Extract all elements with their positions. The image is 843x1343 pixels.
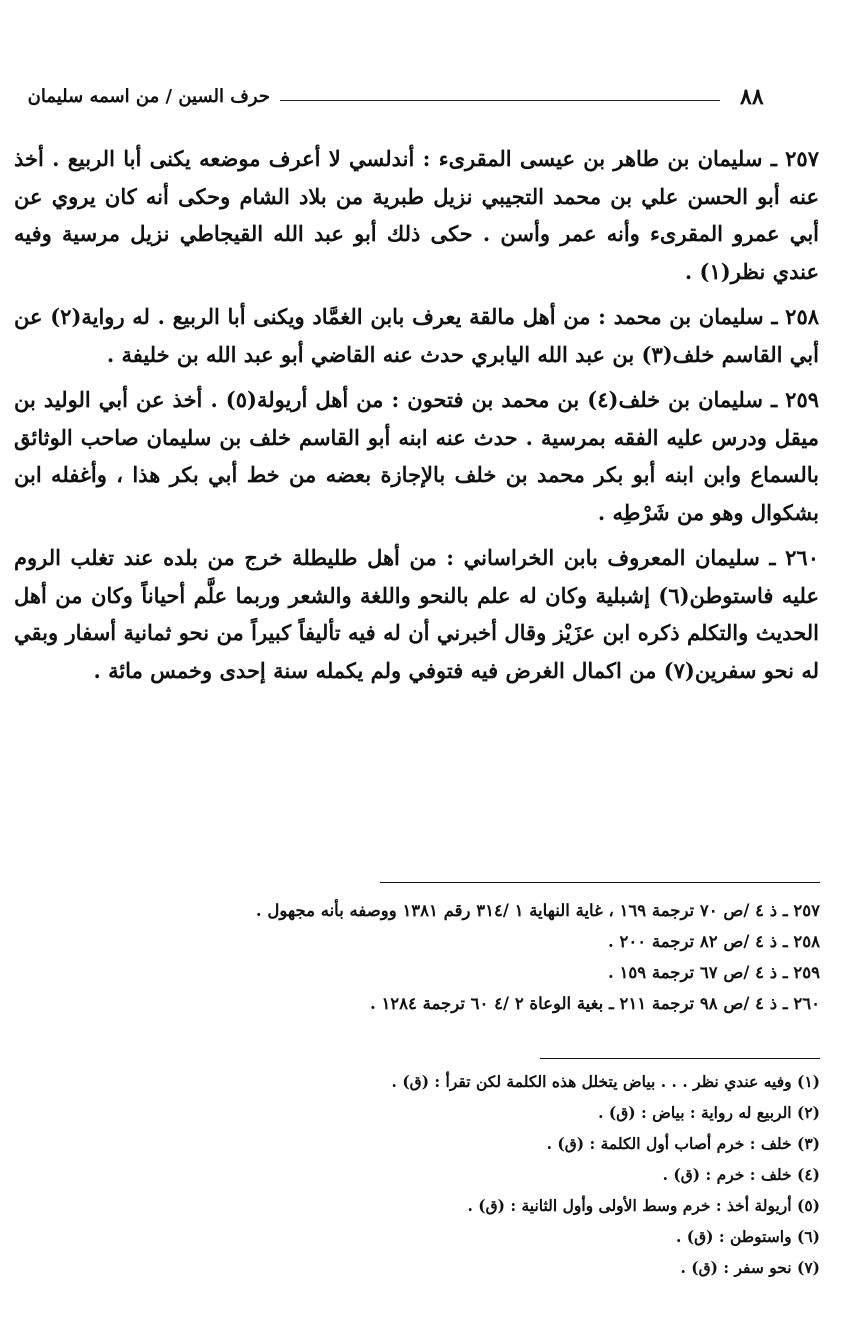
- entry-258: ٢٥٨ ـ سليمان بن محمد : من أهل مالقة يعرف بابن الغمَّاد ويكنى أبا الربيع . له رواية(٢) عن أبي القاسم خلف(٣) بن عبد الله اليابري حدث عنه القاضي أبو عبد الله بن خليفة .: [14, 304, 820, 367]
- main-text: [14, 140, 819, 697]
- references-block: [20, 895, 820, 1019]
- entry-260: ٢٦٠ ـ سليمان المعروف بابن الخراساني : من أهل طليطلة خرج من بلده عند تغلب الروم عليه فاستوطن(٦) إشبلية وكان له علم بالنحو واللغة والشعر وربما علَّم أحياناً وكان من أهل الحديث والتكلم ذكره ابن عزَيْز وقال أخبرني أن له فيه تأليفاً كبيراً من نحو ثمانية أسفار وبقي له نحو سفرين(٧) من اكمال الغرض فيه فتوفي ولم يكمله سنة إحدى وخمس مائة .: [14, 545, 819, 683]
- reference-line: ٢٦٠ ـ ذ ٤ /ص ٩٨ ترجمة ٢١١ ـ بغية الوعاة ٢ /٤ ٦٠ ترجمة ١٢٨٤ .: [369, 994, 820, 1013]
- footnotes-block: [20, 1066, 820, 1283]
- running-title: حرف السين / من اسمه سليمان: [27, 86, 270, 107]
- reference-line: ٢٥٧ ـ ذ ٤ /ص ٧٠ ترجمة ١٦٩ ، غاية النهاية ١ /٣١٤ رقم ١٣٨١ ووصفه بأنه مجهول .: [255, 901, 820, 920]
- footnote: (١) وفيه عندي نظر . . . بياض يتخلل هذه الكلمة لكن تقرأ : (ق) .: [391, 1072, 820, 1091]
- footnote: (٤) خلف : خرم : (ق) .: [662, 1165, 820, 1184]
- entry-257: ٢٥٧ ـ سليمان بن طاهر بن عيسى المقرىء : أندلسي لا أعرف موضعه يكنى أبا الربيع . أخذ عنه أبو الحسن علي بن محمد التجيبي نزيل طبرية من بلاد الشام وحكى أنه كان يروي عن أبي عمرو المقرىء وأنه عمر وأسن . حكى ذلك أبو عبد الله القيجاطي نزيل مرسية وفيه عندي نظر(١) .: [14, 146, 819, 284]
- footnote: (٥) أريولة أخذ : خرم وسط الأولى وأول الثانية : (ق) .: [467, 1196, 820, 1215]
- entry-259: ٢٥٩ ـ سليمان بن خلف(٤) بن محمد بن فتحون : من أهل أريولة(٥) . أخذ عن أبي الوليد بن ميقل ودرس عليه الفقه بمرسية . حدث عنه ابنه أبو القاسم خلف بن سليمان صاحب الوثائق بالسماع وابن ابنه أبو بكر محمد بن خلف بالإجازة بعضه من خط أبي بكر هذا ، وأغفله ابن بشكوال وهو من شَرْطِه .: [14, 387, 820, 525]
- reference-line: ٢٥٩ ـ ذ ٤ /ص ٦٧ ترجمة ١٥٩ .: [608, 963, 820, 982]
- reference-line: ٢٥٨ ـ ذ ٤ /ص ٨٢ ترجمة ٢٠٠ .: [608, 932, 820, 951]
- header-rule: [280, 100, 720, 101]
- footnote: (٧) نحو سفر : (ق) .: [680, 1258, 820, 1277]
- footnote: (٣) خلف : خرم أصاب أول الكلمة : (ق) .: [546, 1134, 820, 1153]
- page-header: [10, 84, 830, 116]
- page-number: ٨٨: [740, 84, 764, 110]
- references-divider: [380, 882, 820, 883]
- footnote: (٢) الربيع له رواية : بياض : (ق) .: [598, 1103, 820, 1122]
- footnote: (٦) واستوطن : (ق) .: [675, 1227, 820, 1246]
- footnotes-divider: [540, 1058, 820, 1059]
